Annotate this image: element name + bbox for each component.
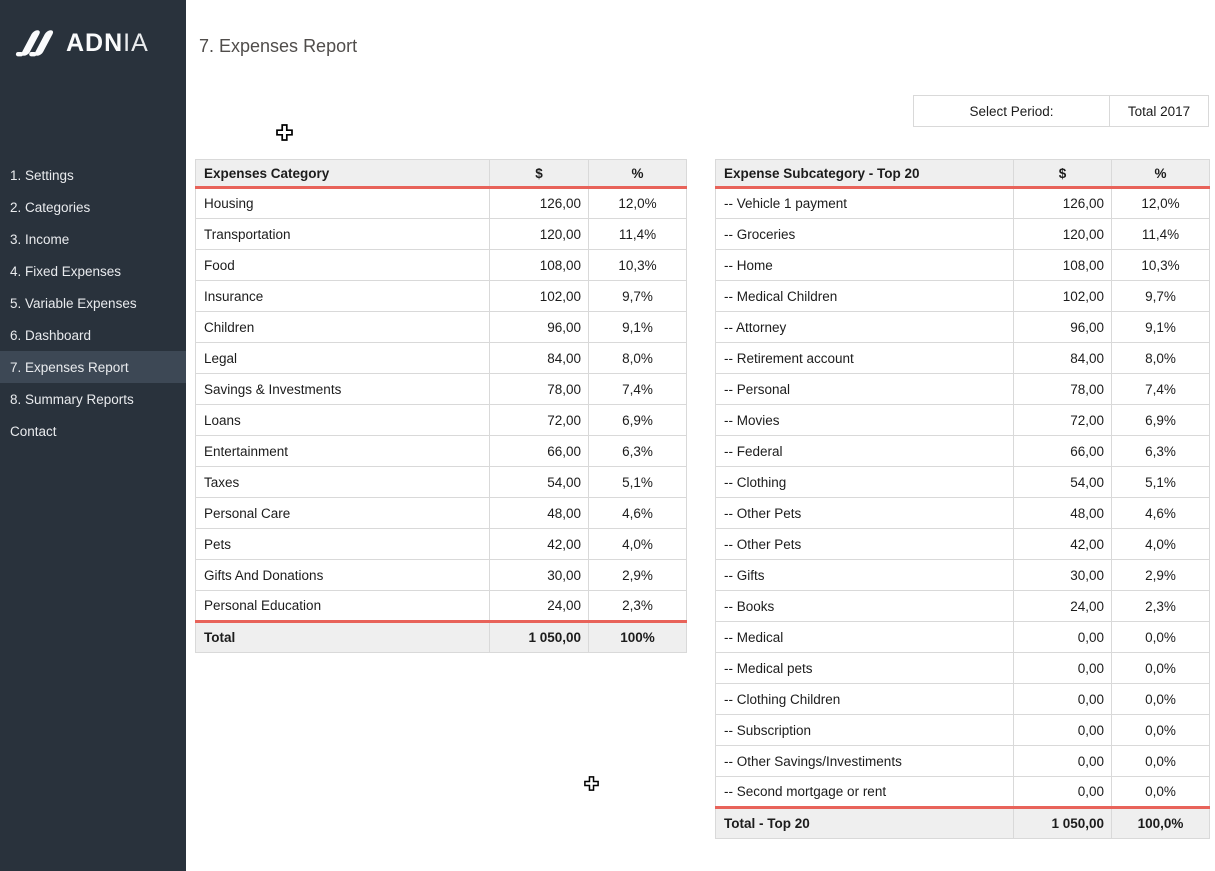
amount-cell[interactable]: 96,00 [490, 312, 589, 343]
percent-cell[interactable]: 10,3% [589, 250, 687, 281]
percent-cell[interactable]: 0,0% [1112, 715, 1210, 746]
total-amount-cell[interactable]: 1 050,00 [1014, 808, 1112, 839]
sidebar-item-label: 2. Categories [10, 199, 91, 215]
sidebar-item-2-categories[interactable] [0, 191, 186, 223]
adnia-logo-icon [15, 27, 57, 59]
sidebar-item-label: 4. Fixed Expenses [10, 263, 122, 279]
cell-cursor-icon [584, 776, 599, 791]
amount-cell[interactable]: 54,00 [1014, 467, 1112, 498]
amount-cell[interactable]: 66,00 [490, 436, 589, 467]
percent-cell[interactable]: 8,0% [589, 343, 687, 374]
sidebar-item-6-dashboard[interactable] [0, 319, 186, 351]
amount-cell[interactable]: 102,00 [1014, 281, 1112, 312]
amount-cell[interactable]: 78,00 [1014, 374, 1112, 405]
table-row [196, 405, 687, 436]
sidebar-item-5-variable-expenses[interactable] [0, 287, 186, 319]
percent-cell[interactable]: 9,1% [1112, 312, 1210, 343]
table-row [716, 684, 1210, 715]
table-row [716, 777, 1210, 808]
amount-cell[interactable]: 24,00 [490, 591, 589, 622]
brand-light: IA [123, 28, 149, 57]
amount-cell[interactable]: 78,00 [490, 374, 589, 405]
table-row [716, 281, 1210, 312]
subcategory-cell[interactable]: -- Vehicle 1 payment [716, 188, 1014, 219]
category-cell[interactable]: Insurance [196, 281, 490, 312]
percent-cell[interactable]: 9,1% [589, 312, 687, 343]
category-cell[interactable]: Loans [196, 405, 490, 436]
table-row [716, 467, 1210, 498]
table-row [196, 312, 687, 343]
subcategory-cell[interactable]: -- Other Pets [716, 529, 1014, 560]
brand-name [66, 28, 149, 57]
amount-cell[interactable]: 120,00 [490, 219, 589, 250]
subcategory-cell[interactable]: -- Attorney [716, 312, 1014, 343]
table-row [196, 467, 687, 498]
percent-cell[interactable]: 11,4% [1112, 219, 1210, 250]
percent-cell[interactable]: 7,4% [589, 374, 687, 405]
table-row [716, 219, 1210, 250]
subcategory-cell[interactable]: -- Personal [716, 374, 1014, 405]
column-header-percent: % [1112, 160, 1210, 188]
percent-cell[interactable]: 5,1% [1112, 467, 1210, 498]
subcategory-cell[interactable]: -- Medical pets [716, 653, 1014, 684]
sidebar-item-7-expenses-report[interactable] [0, 351, 186, 383]
percent-cell[interactable]: 9,7% [589, 281, 687, 312]
amount-cell[interactable]: 126,00 [1014, 188, 1112, 219]
total-percent-cell[interactable]: 100,0% [1112, 808, 1210, 839]
amount-cell[interactable]: 102,00 [490, 281, 589, 312]
subcategory-cell[interactable]: -- Second mortgage or rent [716, 777, 1014, 808]
amount-cell[interactable]: 0,00 [1014, 777, 1112, 808]
table-row [716, 591, 1210, 622]
table-row [716, 312, 1210, 343]
table-row [716, 498, 1210, 529]
amount-cell[interactable]: 24,00 [1014, 591, 1112, 622]
percent-cell[interactable]: 4,6% [1112, 498, 1210, 529]
sidebar-item-1-settings[interactable] [0, 159, 186, 191]
amount-cell[interactable]: 96,00 [1014, 312, 1112, 343]
sidebar-item-label: 5. Variable Expenses [10, 295, 137, 311]
percent-cell[interactable]: 8,0% [1112, 343, 1210, 374]
amount-cell[interactable]: 72,00 [490, 405, 589, 436]
sidebar-item-3-income[interactable] [0, 223, 186, 255]
percent-cell[interactable]: 12,0% [1112, 188, 1210, 219]
category-cell[interactable]: Housing [196, 188, 490, 219]
category-cell[interactable]: Savings & Investments [196, 374, 490, 405]
total-percent-cell[interactable]: 100% [589, 622, 687, 653]
sidebar-item-contact[interactable] [0, 415, 186, 447]
category-cell[interactable]: Legal [196, 343, 490, 374]
total-label-cell[interactable]: Total - Top 20 [716, 808, 1014, 839]
percent-cell[interactable]: 6,3% [1112, 436, 1210, 467]
table-row [196, 188, 687, 219]
subcategory-cell[interactable]: -- Clothing [716, 467, 1014, 498]
amount-cell[interactable]: 48,00 [490, 498, 589, 529]
expenses-category-table [195, 159, 686, 653]
sidebar-item-8-summary-reports[interactable] [0, 383, 186, 415]
table-row [196, 281, 687, 312]
sidebar-item-label: Contact [10, 423, 57, 439]
category-cell[interactable]: Entertainment [196, 436, 490, 467]
sidebar-item-label: 3. Income [10, 231, 70, 247]
expense-subcategory-table [715, 159, 1209, 839]
percent-cell[interactable]: 0,0% [1112, 622, 1210, 653]
column-header-amount: $ [1014, 160, 1112, 188]
percent-cell[interactable]: 6,3% [589, 436, 687, 467]
table-row [716, 436, 1210, 467]
percent-cell[interactable]: 11,4% [589, 219, 687, 250]
column-header-percent: % [589, 160, 687, 188]
subcategory-cell[interactable]: -- Other Pets [716, 498, 1014, 529]
subcategory-cell[interactable]: -- Gifts [716, 560, 1014, 591]
percent-cell[interactable]: 2,3% [1112, 591, 1210, 622]
amount-cell[interactable]: 30,00 [1014, 560, 1112, 591]
percent-cell[interactable]: 2,9% [1112, 560, 1210, 591]
amount-cell[interactable]: 66,00 [1014, 436, 1112, 467]
amount-cell[interactable]: 48,00 [1014, 498, 1112, 529]
sidebar-nav [0, 159, 186, 447]
table-row [716, 188, 1210, 219]
amount-cell[interactable]: 0,00 [1014, 653, 1112, 684]
subcategory-cell[interactable]: -- Retirement account [716, 343, 1014, 374]
subcategory-cell[interactable]: -- Other Savings/Investiments [716, 746, 1014, 777]
percent-cell[interactable]: 12,0% [589, 188, 687, 219]
table-header-row [716, 160, 1210, 188]
subcategory-cell[interactable]: -- Movies [716, 405, 1014, 436]
cell-cursor-icon [276, 124, 293, 141]
subcategory-cell[interactable]: -- Home [716, 250, 1014, 281]
table-row [716, 529, 1210, 560]
table-row [716, 746, 1210, 777]
logo [15, 27, 149, 59]
table-row [716, 250, 1210, 281]
amount-cell[interactable]: 108,00 [1014, 250, 1112, 281]
amount-cell[interactable]: 0,00 [1014, 746, 1112, 777]
percent-cell[interactable]: 2,9% [589, 560, 687, 591]
table-row [196, 591, 687, 622]
table-row [716, 653, 1210, 684]
period-label: Select Period: [913, 95, 1110, 127]
amount-cell[interactable]: 84,00 [490, 343, 589, 374]
sidebar [0, 0, 186, 871]
subcategory-cell[interactable]: -- Groceries [716, 219, 1014, 250]
table-row [716, 374, 1210, 405]
period-selector [913, 95, 1209, 127]
period-value-dropdown[interactable]: Total 2017 [1109, 95, 1209, 127]
table-header-row [196, 160, 687, 188]
total-label-cell[interactable]: Total [196, 622, 490, 653]
subcategory-cell[interactable]: -- Medical [716, 622, 1014, 653]
amount-cell[interactable]: 0,00 [1014, 684, 1112, 715]
table-row [196, 436, 687, 467]
table-row [196, 219, 687, 250]
percent-cell[interactable]: 6,9% [589, 405, 687, 436]
table-total-row [716, 808, 1210, 839]
sidebar-item-4-fixed-expenses[interactable] [0, 255, 186, 287]
table-row [716, 560, 1210, 591]
percent-cell[interactable]: 0,0% [1112, 684, 1210, 715]
table-row [196, 560, 687, 591]
amount-cell[interactable]: 0,00 [1014, 622, 1112, 653]
category-cell[interactable]: Children [196, 312, 490, 343]
sidebar-item-label: 7. Expenses Report [10, 359, 129, 375]
amount-cell[interactable]: 0,00 [1014, 715, 1112, 746]
brand-bold: ADN [66, 28, 124, 57]
subcategory-cell[interactable]: -- Books [716, 591, 1014, 622]
subcategory-cell[interactable]: -- Medical Children [716, 281, 1014, 312]
total-amount-cell[interactable]: 1 050,00 [490, 622, 589, 653]
category-cell[interactable]: Gifts And Donations [196, 560, 490, 591]
percent-cell[interactable]: 0,0% [1112, 746, 1210, 777]
percent-cell[interactable]: 9,7% [1112, 281, 1210, 312]
percent-cell[interactable]: 7,4% [1112, 374, 1210, 405]
sidebar-item-label: 8. Summary Reports [10, 391, 134, 407]
table-row [196, 343, 687, 374]
percent-cell[interactable]: 2,3% [589, 591, 687, 622]
table-row [196, 529, 687, 560]
subcategory-cell[interactable]: -- Subscription [716, 715, 1014, 746]
amount-cell[interactable]: 120,00 [1014, 219, 1112, 250]
category-cell[interactable]: Personal Education [196, 591, 490, 622]
table-row [196, 498, 687, 529]
column-header-subcategory: Expense Subcategory - Top 20 [716, 160, 1014, 188]
table-total-row [196, 622, 687, 653]
percent-cell[interactable]: 5,1% [589, 467, 687, 498]
page-title: 7. Expenses Report [199, 36, 358, 56]
amount-cell[interactable]: 84,00 [1014, 343, 1112, 374]
amount-cell[interactable]: 108,00 [490, 250, 589, 281]
category-cell[interactable]: Pets [196, 529, 490, 560]
sidebar-item-label: 6. Dashboard [10, 327, 92, 343]
percent-cell[interactable]: 0,0% [1112, 777, 1210, 808]
percent-cell[interactable]: 6,9% [1112, 405, 1210, 436]
subcategory-cell[interactable]: -- Federal [716, 436, 1014, 467]
table-row [716, 405, 1210, 436]
percent-cell[interactable]: 0,0% [1112, 653, 1210, 684]
subcategory-cell[interactable]: -- Clothing Children [716, 684, 1014, 715]
column-header-amount: $ [490, 160, 589, 188]
category-cell[interactable]: Personal Care [196, 498, 490, 529]
category-cell[interactable]: Taxes [196, 467, 490, 498]
amount-cell[interactable]: 42,00 [1014, 529, 1112, 560]
category-cell[interactable]: Transportation [196, 219, 490, 250]
table-row [196, 374, 687, 405]
amount-cell[interactable]: 72,00 [1014, 405, 1112, 436]
percent-cell[interactable]: 4,0% [589, 529, 687, 560]
column-header-category: Expenses Category [196, 160, 490, 188]
amount-cell[interactable]: 126,00 [490, 188, 589, 219]
amount-cell[interactable]: 42,00 [490, 529, 589, 560]
table-row [196, 250, 687, 281]
amount-cell[interactable]: 54,00 [490, 467, 589, 498]
table-row [716, 622, 1210, 653]
table-row [716, 343, 1210, 374]
percent-cell[interactable]: 10,3% [1112, 250, 1210, 281]
table-row [716, 715, 1210, 746]
percent-cell[interactable]: 4,0% [1112, 529, 1210, 560]
sidebar-item-label: 1. Settings [10, 167, 74, 183]
category-cell[interactable]: Food [196, 250, 490, 281]
amount-cell[interactable]: 30,00 [490, 560, 589, 591]
percent-cell[interactable]: 4,6% [589, 498, 687, 529]
